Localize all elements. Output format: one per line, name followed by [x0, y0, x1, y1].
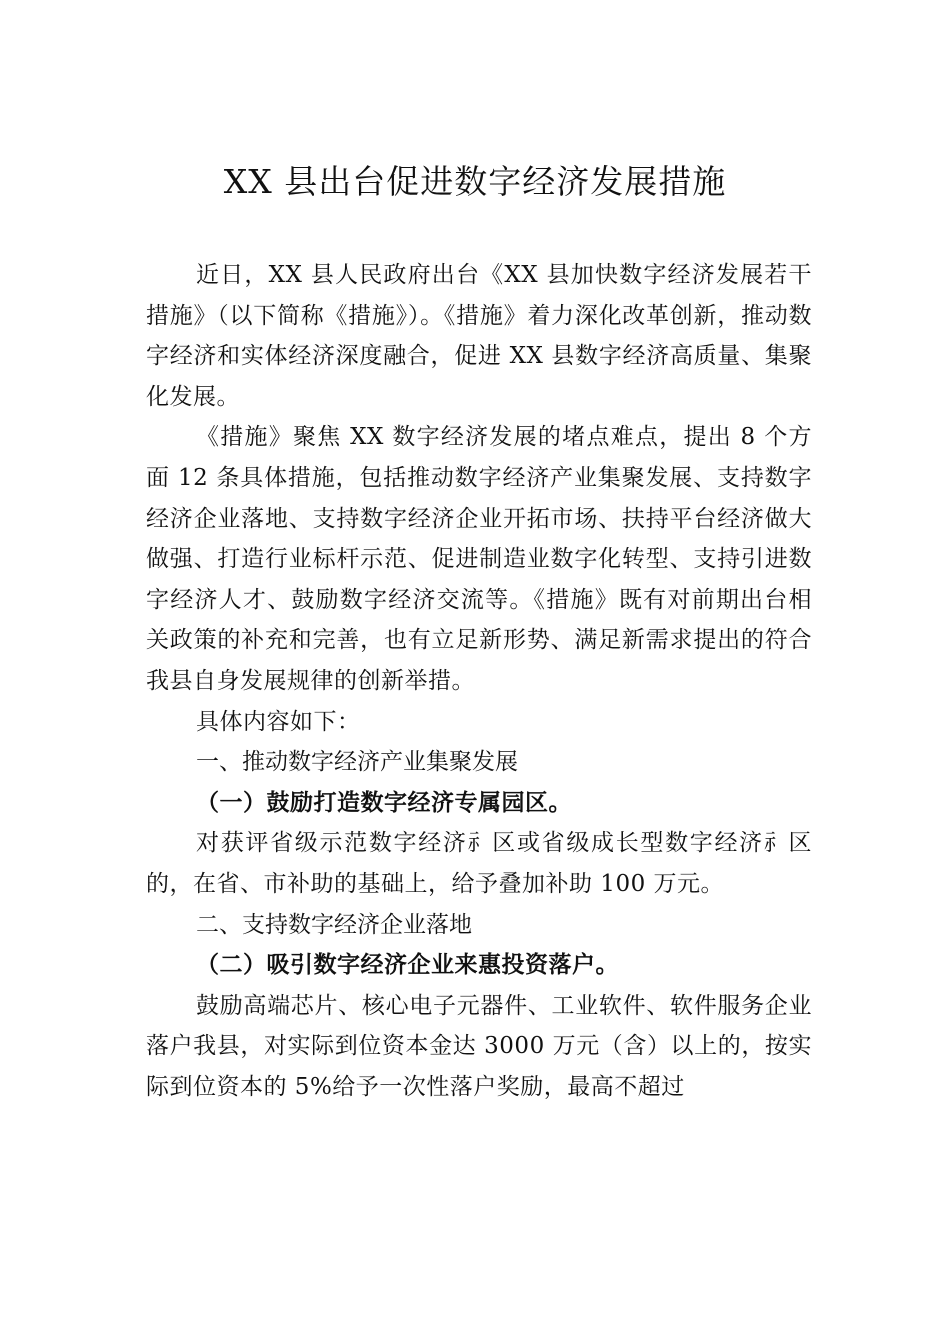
- subsection-heading-2: （二）吸引数字经济企业来惠投资落户。: [196, 951, 619, 979]
- document-body: [146, 255, 812, 1107]
- paragraph-intro: 近日，XX 县人民政府出台《XX 县加快数字经济发展若干措施》（以下简称《措施》）。《措施》着力深化改革创新，推动数字经济和实体经济深度融合，促进 XX 县数字经济高质量、集聚化发展。: [146, 262, 812, 410]
- paragraph-summary: 《措施》聚焦 XX 数字经济发展的堵点难点，提出 8 个方面 12 条具体措施，包括推动数字经济产业集聚发展、支持数字经济企业落地、支持数字经济企业开拓市场、扶持平台经济做大做强、打造行业标杆示范、促进制造业数字化转型、支持引进数字经济人才、鼓励数字经济交流等。《措施》既有对前期出台相关政策的补充和完善，也有立足新形势、满足新需求提出的符合我县自身发展规律的创新举措。: [146, 424, 812, 694]
- paragraph-park-subsidy: 对获评省级示范数字经济⺬区或省级成长型数字经济⺬区的，在省、市补助的基础上，给予叠加补助 100 万元。: [146, 830, 812, 897]
- subsection-heading-1: （一）鼓励打造数字经济专属园区。: [196, 788, 572, 816]
- paragraph-content-lead: 具体内容如下：: [196, 708, 361, 735]
- document-title: XX 县出台促进数字经济发展措施: [223, 162, 727, 201]
- paragraph-investment-reward: 鼓励高端芯片、核心电子元器件、工业软件、软件服务企业落户我县，对实际到位资本金达 3000 万元（含）以上的，按实际到位资本的 5%给予一次性落户奖励，最高不超过: [146, 992, 812, 1100]
- section-heading-2: 二、支持数字经济企业落地: [196, 911, 472, 938]
- section-heading-1: 一、推动数字经济产业集聚发展: [196, 749, 518, 776]
